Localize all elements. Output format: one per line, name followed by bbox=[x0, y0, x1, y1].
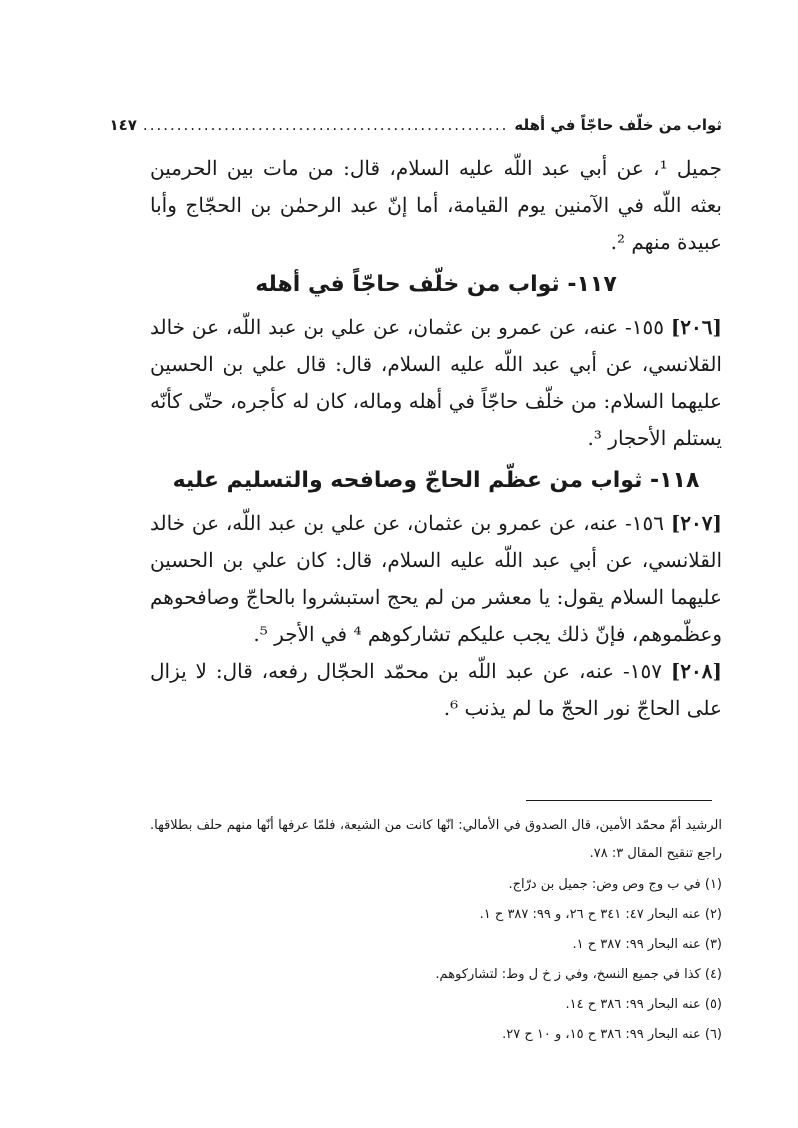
intro-paragraph: جميل ¹، عن أبي عبد اللّه عليه السلام، قال: من مات بين الحرمين بعثه اللّه في الآمنين يوم القيامة، أما إنّ عبد الرحمٰن بن الحجّاج وأبا عبيدة منهم ². bbox=[150, 156, 723, 254]
hadith-text-208: ١٥٧- عنه، عن عبد اللّه بن محمّد الحجّال رفعه، قال: لا يزال على الحاجّ نور الحجّ ما لم يذنب ⁶. bbox=[150, 659, 722, 720]
hadith-number-208: [٢٠٨] bbox=[670, 659, 722, 683]
footnote-6: (٦) عنه البحار ٩٩: ٣٨٦ ح ١٥، و ١٠ ح ٢٧. bbox=[502, 1027, 722, 1042]
hadith-text-207: ١٥٦- عنه، عن عمرو بن عثمان، عن علي بن عبد اللّه، عن خالد القلانسي، عن أبي عبد اللّه عليه السلام، قال: كان علي بن الحسين عليهما السلام يقول: يا معشر من لم يحج استبشروا بالحاجّ وصافحوهم وعظّموهم، فإنّ ذلك يجب عليكم تشاركوهم ⁴ في الأجر ⁵. bbox=[150, 511, 722, 646]
footnote-3: (٣) عنه البحار ٩٩: ٣٨٧ ح ١. bbox=[572, 937, 722, 952]
page-number: ١٤٧ bbox=[109, 116, 137, 134]
footnote-divider bbox=[526, 800, 712, 801]
footnotes bbox=[150, 812, 722, 1050]
footnote-continuation: الرشيد أمّ محمّد الأمين، قال الصدوق في الأمالي: انّها كانت من الشيعة، فلمّا عرفها أنّها منهم حلف بطلاقها. راجع تنقيح المقال ٣: ٧٨. bbox=[150, 818, 722, 861]
hadith-208 bbox=[150, 653, 722, 727]
hadith-207 bbox=[150, 505, 722, 653]
header-title: ثواب من خلّف حاجّاً في أهله bbox=[514, 116, 722, 134]
footnote-5: (٥) عنه البحار ٩٩: ٣٨٦ ح ١٤. bbox=[565, 997, 722, 1012]
footnote-2: (٢) عنه البحار ٤٧: ٣٤١ ح ٢٦، و ٩٩: ٣٨٧ ح ١. bbox=[479, 907, 722, 922]
hadith-number-206: [٢٠٦] bbox=[670, 315, 722, 339]
hadith-number-207: [٢٠٧] bbox=[670, 511, 722, 535]
header-leader-dots: ...................................................... bbox=[142, 116, 509, 134]
main-text bbox=[150, 150, 722, 727]
section-heading-118: ١١٨- ثواب من عظّم الحاجّ وصافحه والتسليم عليه bbox=[172, 468, 700, 493]
section-heading-117: ١١٧- ثواب من خلّف حاجّاً في أهله bbox=[255, 272, 617, 297]
footnote-4: (٤) كذا في جميع النسخ، وفي ز خ ل وط: لتشاركوهم. bbox=[435, 967, 722, 982]
hadith-206 bbox=[150, 309, 722, 457]
hadith-text-206: ١٥٥- عنه، عن عمرو بن عثمان، عن علي بن عبد اللّه، عن خالد القلانسي، عن أبي عبد اللّه عليه السلام، قال: قال علي بن الحسين عليهما السلام: من خلّف حاجّاً في أهله وماله، كان له كأجره، حتّى كأنّه يستلم الأحجار ³. bbox=[150, 315, 722, 450]
running-header bbox=[109, 108, 722, 134]
footnote-1: (١) في ب وج وص وض: جميل بن درّاج. bbox=[508, 877, 722, 892]
